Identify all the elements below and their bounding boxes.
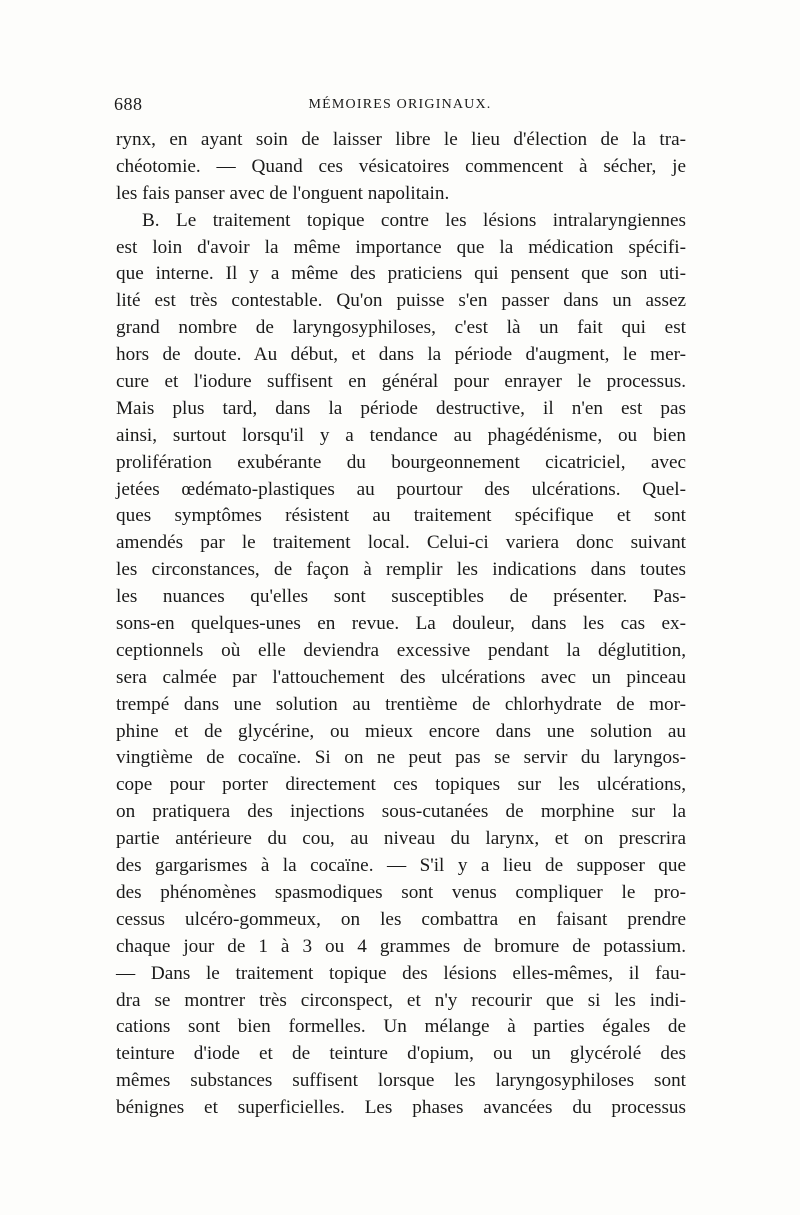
running-title: MÉMOIRES ORIGINAUX. [308,97,492,112]
text-line: B. Le traitement topique contre les lésions intralaryngiennes [142,209,686,231]
text-line: sera calmée par l'attouchement des ulcérations avec un pinceau [116,666,686,688]
text-line: phine et de glycérine, ou mieux encore dans une solution au [116,720,686,742]
text-line: chaque jour de 1 à 3 ou 4 grammes de bromure de potassium. [116,935,686,957]
text-line: teinture d'iode et de teinture d'opium, ou un glycérolé des [116,1043,686,1065]
text-line: — Dans le traitement topique des lésions elles-mêmes, il fau- [116,962,686,984]
text-line: vingtième de cocaïne. Si on ne peut pas se servir du laryngos- [116,747,686,769]
text-line: les fais panser avec de l'onguent napolitain. [116,182,450,204]
text-line: Mais plus tard, dans la période destructive, il n'en est pas [116,397,686,419]
text-line: on pratiquera des injections sous-cutanées de morphine sur la [116,801,686,823]
body-text [116,127,686,1122]
text-line: cope pour porter directement ces topiques sur les ulcérations, [116,774,686,796]
text-line: mêmes substances suffisent lorsque les laryngosyphiloses sont [116,1070,686,1092]
text-line: ques symptômes résistent au traitement spécifique et sont [116,505,686,527]
text-line: dra se montrer très circonspect, et n'y recourir que si les indi- [116,989,686,1011]
text-line: les circonstances, de façon à remplir les indications dans toutes [116,559,686,581]
text-line: cure et l'iodure suffisent en général pour enrayer le processus. [116,371,686,393]
text-line: jetées œdémato-plastiques au pourtour des ulcérations. Quel- [116,478,686,500]
text-line: bénignes et superficielles. Les phases avancées du processus [116,1097,686,1119]
text-line: des gargarismes à la cocaïne. — S'il y a lieu de supposer que [116,855,686,877]
page-header [114,94,686,124]
text-line: sons-en quelques-unes en revue. La douleur, dans les cas ex- [116,613,686,635]
text-line: est loin d'avoir la même importance que la médication spécifi- [116,236,686,258]
text-line: lité est très contestable. Qu'on puisse s'en passer dans un assez [116,290,686,312]
text-line: les nuances qu'elles sont susceptibles de présenter. Pas- [116,586,686,608]
page-number: 688 [114,94,143,114]
text-line: prolifération exubérante du bourgeonnement cicatriciel, avec [116,451,686,473]
text-line: trempé dans une solution au trentième de chlorhydrate de mor- [116,693,686,715]
text-line: ceptionnels où elle deviendra excessive pendant la déglutition, [116,639,686,661]
text-line: ainsi, surtout lorsqu'il y a tendance au phagédénisme, ou bien [116,424,686,446]
text-line: partie antérieure du cou, au niveau du larynx, et on prescrira [116,828,686,850]
text-line: cessus ulcéro-gommeux, on les combattra en faisant prendre [116,908,686,930]
text-line: cations sont bien formelles. Un mélange à parties égales de [116,1016,686,1038]
text-line: amendés par le traitement local. Celui-ci variera donc suivant [116,532,686,554]
text-line: des phénomènes spasmodiques sont venus compliquer le pro- [116,881,686,903]
text-line: chéotomie. — Quand ces vésicatoires commencent à sécher, je [116,155,686,177]
text-line: que interne. Il y a même des praticiens qui pensent que son uti- [116,263,686,285]
text-line: hors de doute. Au début, et dans la période d'augment, le mer- [116,344,686,366]
text-line: grand nombre de laryngosyphiloses, c'est là un fait qui est [116,317,686,339]
text-line: rynx, en ayant soin de laisser libre le lieu d'élection de la tra- [116,129,686,150]
